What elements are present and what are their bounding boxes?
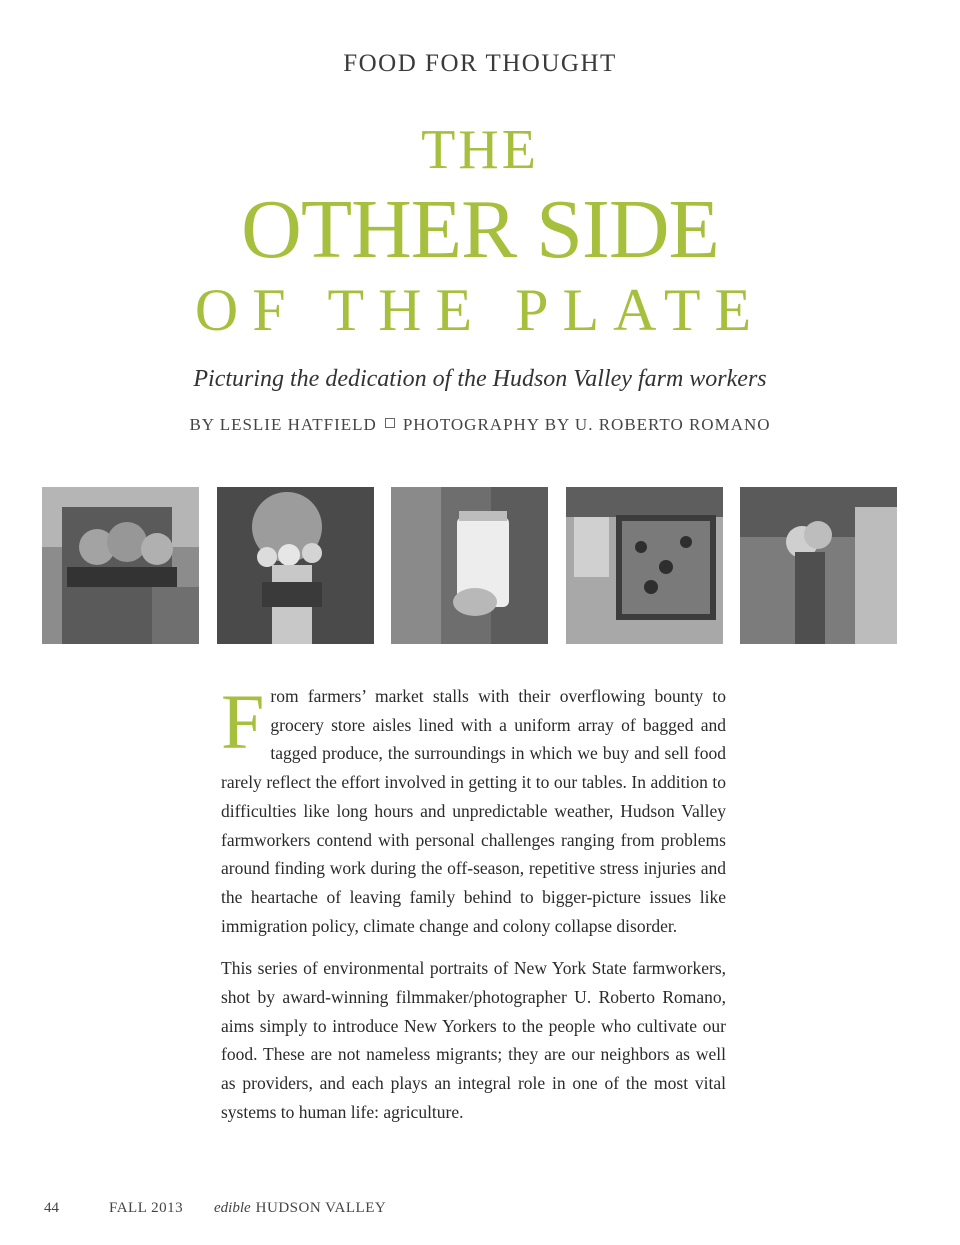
byline-author: BY LESLIE HATFIELD (189, 415, 377, 434)
byline-photographer: PHOTOGRAPHY BY U. ROBERTO ROMANO (402, 415, 771, 434)
paragraph-1 (221, 678, 726, 940)
byline-separator (385, 418, 395, 428)
title-line-2: OTHER SIDE (241, 183, 719, 276)
drop-cap: F (221, 678, 265, 765)
photo-beehive-frame (566, 487, 723, 644)
paragraph-1-text: rom farmers’ market stalls with their overflowing bounty to grocery store aisles lined with a uniform array of bagged and tagged produce, the surroundings in which we buy and sell food rarely reflect the effort involved in getting it to our tables. In addition to difficulties like long hours and unpredictable weather, Hudson Valley farmworkers contend with personal challenges ranging from problems around finding work during the off-season, repetitive stress injuries and the heartache of leaving family behind to bigger-picture issues like immigration policy, climate change and colony collapse disorder. (221, 686, 726, 936)
magazine-region: HUDSON VALLEY (255, 1200, 387, 1216)
photo-seedling-tray (42, 487, 199, 644)
title-line-1: THE (421, 119, 539, 181)
page-footer (44, 1200, 386, 1217)
photo-onion-bunch (217, 487, 374, 644)
paragraph-2: This series of environmental portraits of New York State farmworkers, shot by award-winning filmmaker/photographer U. Roberto Romano, aims simply to introduce New Yorkers to the people who cultivate our food. These are not nameless migrants; they are our neighbors as well as providers, and each plays an integral role in one of the most vital systems to human life: agriculture. (221, 958, 726, 1122)
subtitle: Picturing the dedication of the Hudson Valley farm workers (193, 366, 767, 392)
photo-glass-jar (391, 487, 548, 644)
article-body (221, 678, 726, 1141)
page-number: 44 (44, 1200, 59, 1216)
magazine-brand: edible (214, 1200, 251, 1216)
photo-peaches-in-hand (740, 487, 897, 644)
photo-strip (42, 487, 897, 644)
byline (0, 415, 960, 435)
section-kicker: FOOD FOR THOUGHT (343, 50, 617, 77)
issue-season: FALL 2013 (109, 1200, 184, 1216)
title-line-3: OF THE PLATE (194, 277, 766, 343)
